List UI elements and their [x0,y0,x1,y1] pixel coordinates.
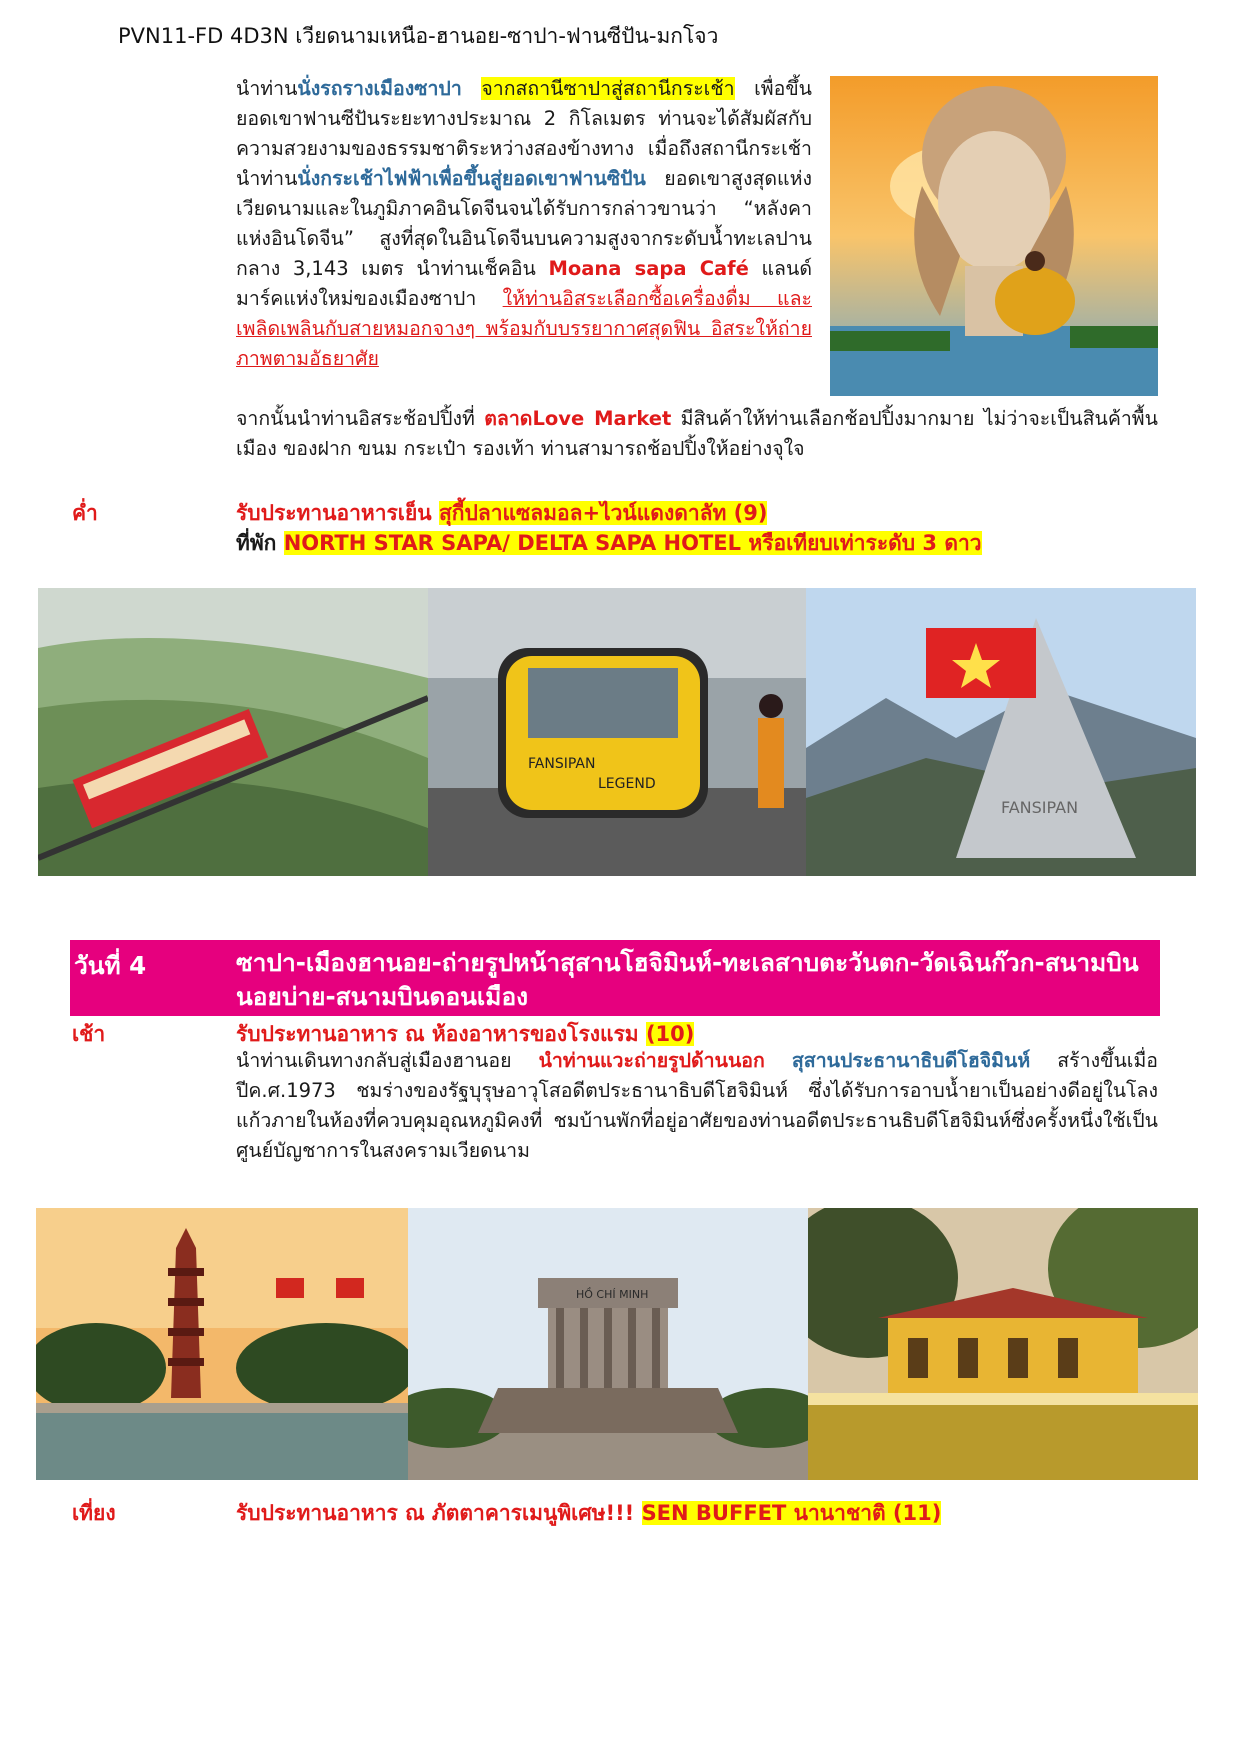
mausoleum-sign: HỒ CHÍ MINH [576,1288,649,1301]
dinner-line [236,497,767,530]
text-span [765,1049,792,1072]
day4-paragraph [236,1046,1158,1166]
hotel-label: ที่พัก [236,531,284,555]
text-span: เพื่อขึ้นยอดเขาฟานซีปันระยะทางประมาณ 2 กิโลเมตร ท่านจะได้สัมผัสกับความสวยงามของธรรมชาติระหว่างสองข้างทาง เมื่อถึงสถานีกระเช้า นำท่าน [236,77,812,190]
text-span: รับประทานอาหารเย็น [236,501,439,525]
market-name: ตลาดLove Market [484,407,672,430]
highlight-text: สุสานประธานาธิบดีโฮจิมินห์ [791,1049,1031,1072]
hotel-name: NORTH STAR SAPA/ DELTA SAPA HOTEL [283,531,742,555]
fansipan-gondola-photo [428,588,806,876]
moana-cafe-photo [830,76,1158,396]
gondola-sign-2: LEGEND [598,776,656,792]
text-span: มีสินค้าให้ท่านเลือกช้อปปิ้งมากมาย ไม่ว่าจะเป็นสินค้าพื้นเมือง ของฝาก ขนม กระเป๋า รองเท้า ท่านสามารถช้อปปิ้งให้อย่างจุใจ [236,407,1158,460]
day3-paragraph [236,74,812,374]
underlined-text: ให้ท่านอิสระเลือกซื้อเครื่องดื่ม และเพลิดเพลินกับสายหมอกจางๆ พร้อมกับบรรยากาศสุดฟิน อิสระให้ถ่ายภาพตามอัธยาศัย [236,287,812,370]
gondola-sign: FANSIPAN [528,756,596,772]
document-header-title: PVN11-FD 4D3N เวียดนามเหนือ-ฮานอย-ซาปา-ฟานซีปัน-มกโจว [118,24,719,48]
lunch-label: เที่ยง [72,1501,116,1525]
text-span [462,77,482,100]
highlight-text: (10) [645,1022,695,1046]
hotel-suffix: หรือเทียบเท่าระดับ 3 ดาว [741,531,982,555]
day-title: ซาปา-เมืองฮานอย-ถ่ายรูปหน้าสุสานโฮจิมินห์-ทะเลสาบตะวันตก-วัดเฉินก๊วก-สนามบินนอยบ่าย-สนามบินดอนเมือง [236,948,1139,1011]
cafe-name: Moana sapa Café [548,257,749,280]
sapa-train-photo [38,588,428,876]
text-span: แลนด์มาร์คแห่งใหม่ของเมืองซาปา [236,257,812,310]
tran-quoc-pagoda-photo [36,1208,408,1480]
hotel-line [236,527,982,560]
ho-chi-minh-mausoleum-photo [408,1208,808,1480]
text-span: จากนั้นนำท่านอิสระช้อปปิ้งที่ [236,407,485,430]
text-span: ยอดเขาสูงสุดแห่งเวียดนามและในภูมิภาคอินโดจีนจนได้รับการกล่าวขานว่า “หลังคาแห่งอินโดจีน” สูงที่สุดในอินโดจีนบนความสูงจากระดับน้ำทะเลปานกลาง 3,143 เมตร นำท่านเช็คอิน [236,167,812,280]
text-span: รับประทานอาหาร ณ ภัตตาคารเมนูพิเศษ!!! [236,1501,642,1525]
fansipan-peak-photo [806,588,1196,876]
highlight-text: SEN BUFFET นานาชาติ (11) [641,1501,942,1525]
presidential-palace-photo [808,1208,1198,1480]
day4-header-band [70,940,1160,1016]
day-number: วันที่ 4 [74,951,147,980]
day3-paragraph-continued [236,404,1158,464]
highlight-text: นั่งรถรางเมืองซาปา [297,77,462,100]
lunch-line [236,1497,941,1530]
highlight-text: นำท่านแวะถ่ายรูปด้านนอก [538,1049,765,1072]
highlight-text: สุกี้ปลาแซลมอล+ไวน์แดงดาลัท (9) [438,501,768,525]
dinner-label: ค่ำ [72,501,98,525]
peak-sign: FANSIPAN [1001,798,1079,817]
highlight-text: จากสถานีซาปาสู่สถานีกระเช้า [481,77,735,100]
highlight-text: นั่งกระเช้าไฟฟ้าเพื่อขึ้นสู่ยอดเขาฟานซิปัน [297,167,646,190]
text-span: นำท่าน [236,77,298,100]
text-span: สร้างขึ้นเมื่อปีค.ศ.1973 ชมร่างของรัฐบุรุษอาวุโสอดีตประธานาธิบดีโฮจิมินห์ ซึ่งได้รับการอาบน้ำยาเป็นอย่างดีอยู่ในโลงแก้วภายในห้องที่ควบคุมอุณหภูมิคงที่ ชมบ้านพักที่อยู่อาศัยของท่านอดีตประธานธิบดีโฮจิมินห์ซึ่งครั้งหนึ่งใช้เป็นศูนย์บัญชาการในสงครามเวียดนาม [236,1049,1159,1162]
text-span: รับประทานอาหาร ณ ห้องอาหารของโรงแรม [236,1022,646,1046]
text-span: นำท่านเดินทางกลับสู่เมืองฮานอย [236,1049,539,1072]
breakfast-label: เช้า [72,1022,106,1046]
